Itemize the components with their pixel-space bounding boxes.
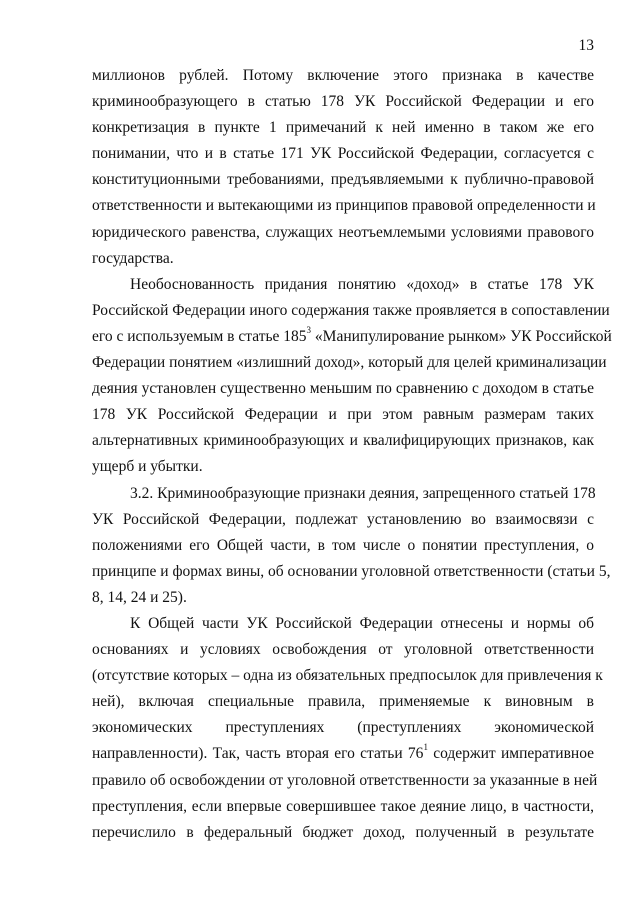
text-line-end: содержит императивное	[427, 745, 595, 763]
superscript-3: 3	[306, 324, 312, 335]
text-line: понимании, что и в статье 171 УК Российской Федерации, согласуется с	[92, 145, 594, 163]
text-line: криминообразующего в статью 178 УК Российской Федерации и его	[92, 93, 594, 111]
text-line-start: его с используемым в статье 185	[92, 327, 307, 345]
text-line: принципе и формах вины, об основании уголовной ответственности (статьи 5,	[92, 562, 611, 580]
text-line: правило об освобождении от уголовной ответственности за указанные в ней	[92, 771, 598, 789]
text-line: перечислило в федеральный бюджет доход, полученный в результате	[92, 823, 594, 841]
text-line-with-footnote	[92, 741, 594, 767]
paragraph-2	[92, 272, 612, 481]
text-line: ней), включая специальные правила, применяемые к виновным в	[92, 693, 594, 711]
text-line: ответственности и вытекающими из принципов правовой определенности и	[92, 197, 596, 215]
text-line: УК Российской Федерации, подлежат установлению во взаимосвязи с	[92, 510, 594, 528]
text-line: К Общей части УК Российской Федерации отнесены и нормы об	[130, 614, 594, 632]
text-line: преступления, если впервые совершившее такое деяние лицо, в частности,	[92, 797, 594, 815]
text-line-end: «Манипулирование рынком» УК Российской	[311, 327, 612, 345]
text-line: конституционными требованиями, предъявляемыми к публично-правовой	[92, 171, 594, 189]
text-line: ущерб и убытки.	[92, 458, 203, 476]
text-line: (отсутствие которых – одна из обязательных предпосылок для привлечения к	[92, 667, 603, 685]
text-line: юридического равенства, служащих неотъемлемыми условиями правового	[92, 223, 594, 241]
text-line: основаниях и условиях освобождения от уголовной ответственности	[92, 641, 594, 659]
paragraph-4	[92, 611, 603, 846]
text-line: 8, 14, 24 и 25).	[92, 588, 187, 606]
text-line: миллионов рублей. Потому включение этого признака в качестве	[92, 67, 594, 84]
text-line: положениями его Общей части, в том числе о понятии преступления, о	[92, 536, 594, 554]
superscript-1: 1	[423, 742, 428, 753]
text-line-start: направленности). Так, часть вторая его статьи 76	[92, 745, 424, 763]
text-line: 178 УК Российской Федерации и при этом равным размерам таких	[92, 406, 594, 424]
text-line: экономических преступлениях (преступлениях экономической	[92, 719, 594, 737]
paragraph-3	[92, 481, 611, 611]
text-line: Необоснованность придания понятию «доход» в статье 178 УК	[130, 275, 594, 293]
text-line: конкретизация в пункте 1 примечаний к ней именно в таком же его	[92, 119, 594, 137]
text-line: альтернативных криминообразующих и квалифицирующих признаков, как	[92, 432, 594, 450]
text-line: 3.2. Криминообразующие признаки деяния, запрещенного статьей 178	[130, 484, 596, 502]
text-line-with-footnote	[92, 324, 612, 350]
paragraph-1	[92, 63, 594, 272]
text-line: Российской Федерации иного содержания также проявляется в сопоставлении	[92, 301, 610, 319]
text-line: государства.	[92, 249, 174, 267]
text-line: Федерации понятием «излишний доход», который для целей криминализации	[92, 354, 607, 372]
text-line: деяния установлен существенно меньшим по сравнению с доходом в статье	[92, 380, 594, 398]
body-text	[92, 63, 612, 846]
page-number: 13	[578, 37, 594, 54]
